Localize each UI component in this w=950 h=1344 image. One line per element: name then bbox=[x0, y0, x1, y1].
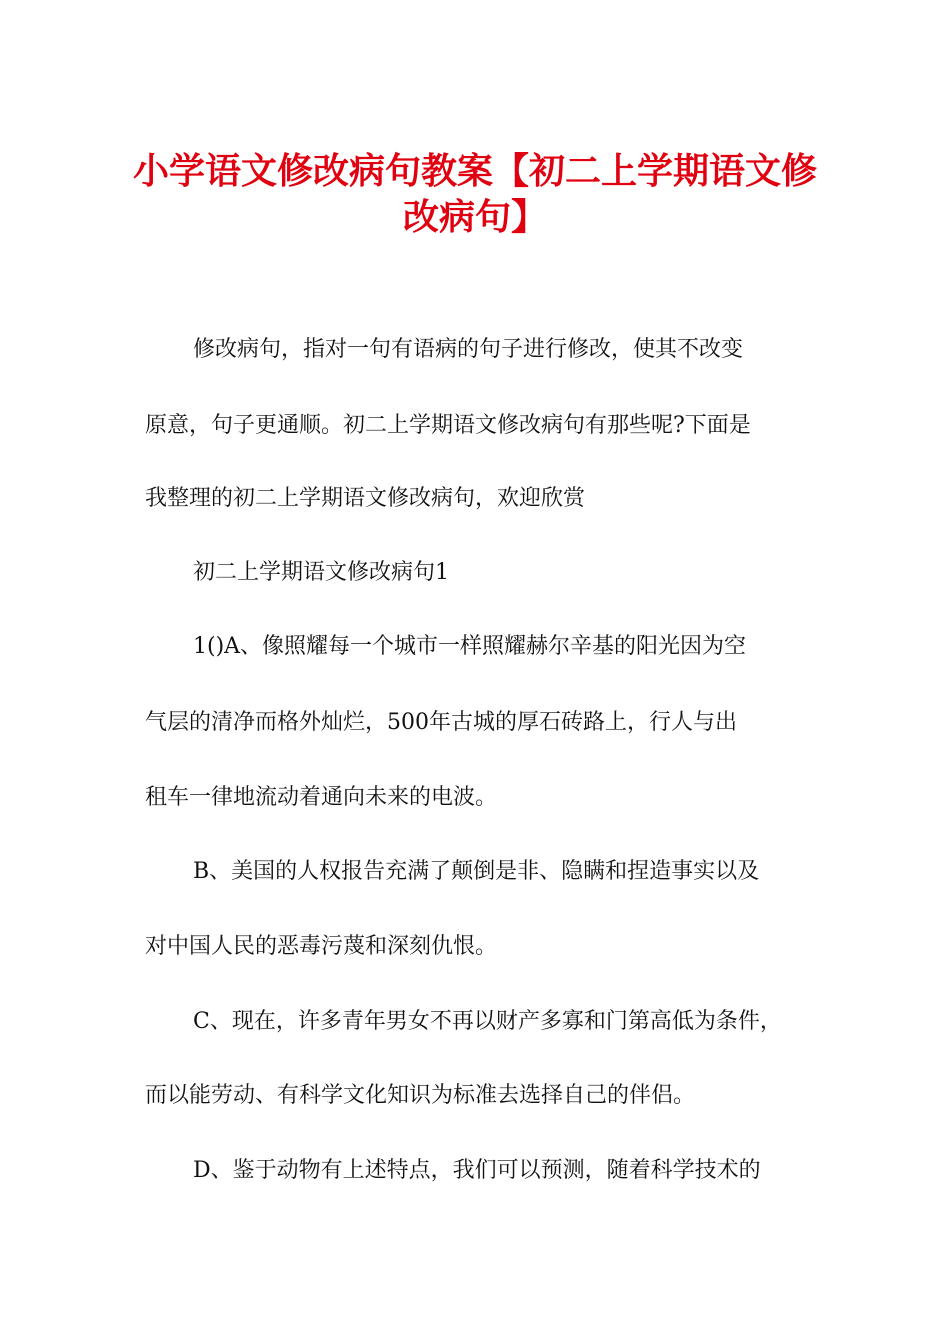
paragraph-line: 我整理的初二上学期语文修改病句，欢迎欣赏 bbox=[145, 486, 586, 511]
paragraph-line: D、鉴于动物有上述特点，我们可以预测，随着科学技术的 bbox=[193, 1158, 761, 1183]
section-heading: 初二上学期语文修改病句1 bbox=[193, 560, 449, 585]
paragraph-line: 气层的清净而格外灿烂，500年古城的厚石砖路上，行人与出 bbox=[145, 710, 737, 735]
document-title-line-2: 改病句】 bbox=[402, 197, 547, 238]
paragraph-line: C、现在，许多青年男女不再以财产多寡和门第高低为条件， bbox=[193, 1009, 782, 1034]
paragraph-line: 对中国人民的恶毒污蔑和深刻仇恨。 bbox=[145, 934, 498, 959]
paragraph-line: 而以能劳动、有科学文化知识为标准去选择自己的伴侣。 bbox=[145, 1083, 696, 1108]
paragraph-line: 原意，句子更通顺。初二上学期语文修改病句有那些呢?下面是 bbox=[145, 413, 751, 438]
paragraph-line: B、美国的人权报告充满了颠倒是非、隐瞒和捏造事实以及 bbox=[193, 859, 760, 884]
document-title-line-1: 小学语文修改病句教案【初二上学期语文修 bbox=[132, 151, 817, 192]
paragraph-line: 租车一律地流动着通向未来的电波。 bbox=[145, 785, 498, 810]
paragraph-line: 修改病句，指对一句有语病的句子进行修改，使其不改变 bbox=[193, 337, 744, 362]
paragraph-line: 1()A、像照耀每一个城市一样照耀赫尔辛基的阳光因为空 bbox=[193, 634, 747, 659]
